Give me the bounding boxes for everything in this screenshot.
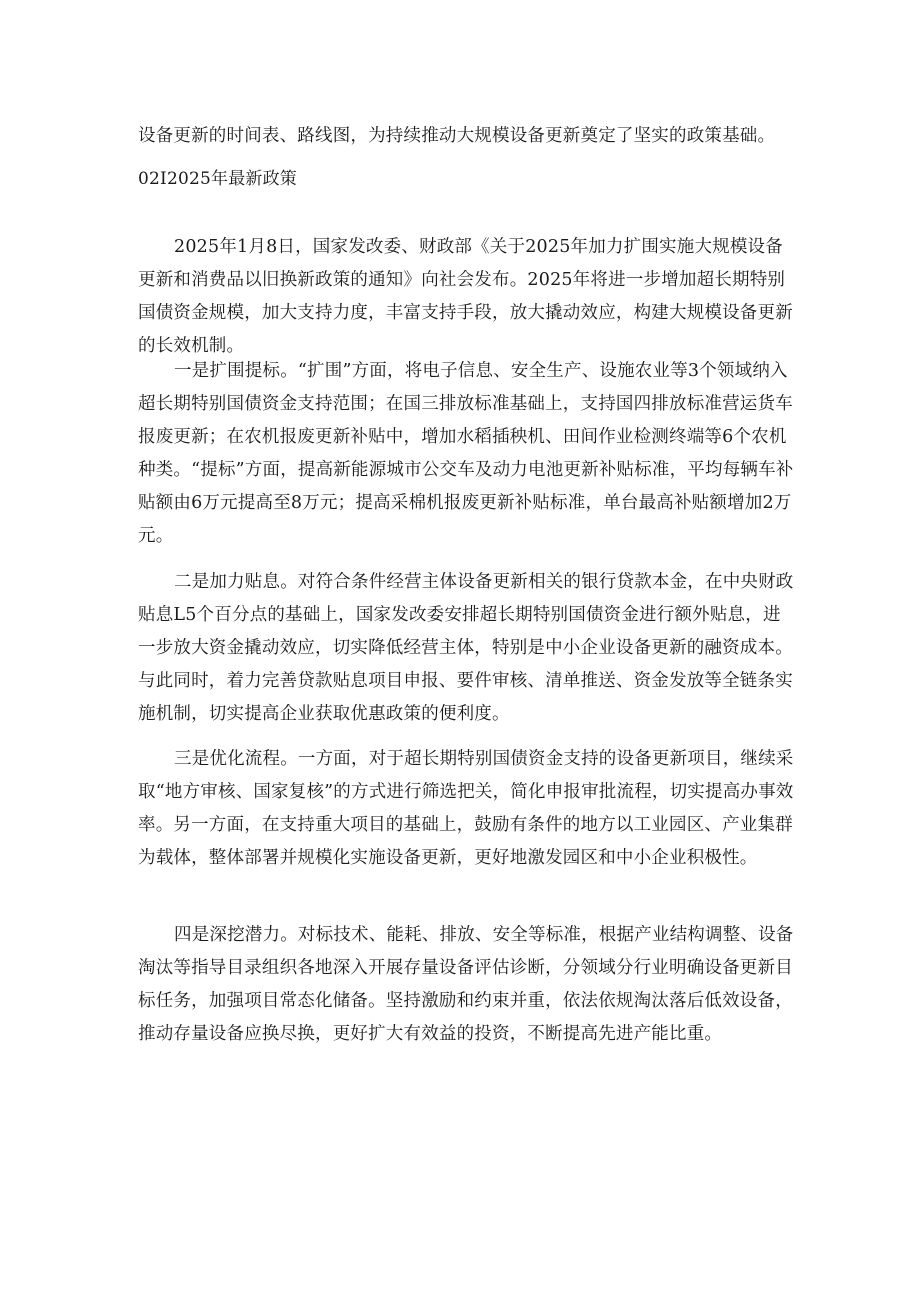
section-heading: 02I2025年最新政策 [138, 169, 298, 189]
paragraph-optimize-process: 三是优化流程。一方面，对于超长期特别国债资金支持的设备更新项目，继续采取“地方审核、国家复核”的方式进行筛选把关，简化申报审批流程，切实提高办事效率。另一方面，在支持重大项目的基础上，鼓励有条件的地方以工业园区、产业集群为载体，整体部署并规模化实施设备更新，更好地激发园区和中小企业积极性。 [138, 749, 794, 868]
intro-line: 设备更新的时间表、路线图，为持续推动大规模设备更新奠定了坚实的政策基础。 [138, 126, 776, 146]
paragraph-tap-potential: 四是深挖潜力。对标技术、能耗、排放、安全等标准，根据产业结构调整、设备淘汰等指导目录组织各地深入开展存量设备评估诊断，分领域分行业明确设备更新目标任务，加强项目常态化储备。坚持激励和约束并重，依法依规淘汰落后低效设备，推动存量设备应换尽换，更好扩大有效益的投资，不断提高先进产能比重。 [138, 925, 794, 1044]
paragraph-policy-release: 2025年1月8日，国家发改委、财政部《关于2025年加力扩围实施大规模设备更新和消费品以旧换新政策的通知》向社会发布。2025年将进一步增加超长期特别国债资金规模，加大支持力度，丰富支持手段，放大撬动效应，构建大规模设备更新的长效机制。 [138, 237, 793, 356]
paragraph-expand-scope: 一是扩围提标。“扩围”方面，将电子信息、安全生产、设施农业等3个领域纳入超长期特别国债资金支持范围；在国三排放标准基础上，支持国四排放标准营运货车报废更新；在农机报废更新补贴中，增加水稻插秧机、田间作业检测终端等6个农机种类。“提标”方面，提高新能源城市公交车及动力电池更新补贴标准，平均每辆车补贴额由6万元提高至8万元；提高采棉机报废更新补贴标准，单台最高补贴额增加2万元。 [138, 361, 794, 546]
paragraph-interest-subsidy: 二是加力贴息。对符合条件经营主体设备更新相关的银行贷款本金，在中央财政贴息L5个百分点的基础上，国家发改委安排超长期特别国债资金进行额外贴息，进一步放大资金撬动效应，切实降低经营主体，特别是中小企业设备更新的融资成本。与此同时，着力完善贷款贴息项目申报、要件审核、清单推送、资金发放等全链条实施机制，切实提高企业获取优惠政策的便利度。 [138, 572, 794, 724]
